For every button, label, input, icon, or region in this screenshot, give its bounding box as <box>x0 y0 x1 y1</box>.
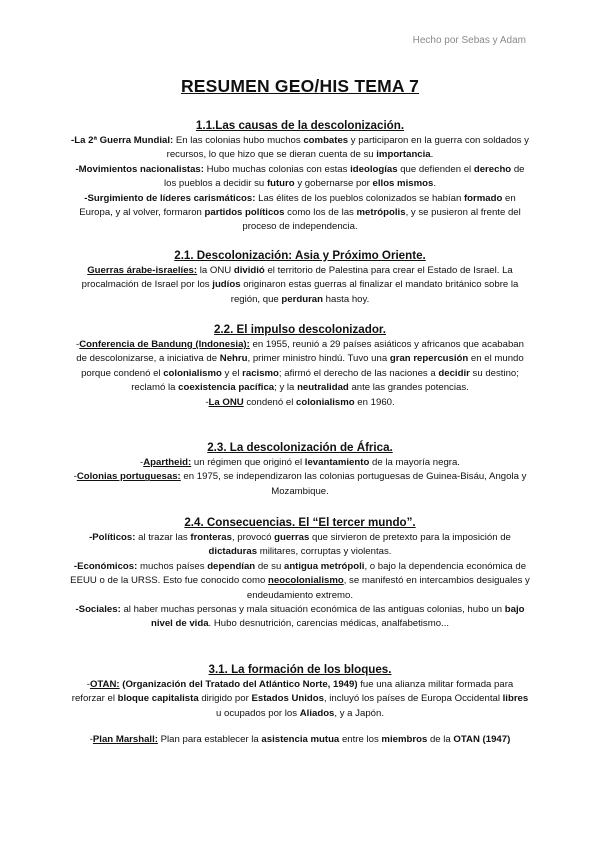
keyword: fronteras <box>190 532 232 543</box>
paragraph-economic <box>70 560 530 603</box>
paragraph-marshall-plan <box>70 733 530 747</box>
keyword: Estados Unidos <box>251 693 324 705</box>
term: Conferencia de Bandung (Indonesia): <box>79 339 250 350</box>
keyword: guerras <box>274 532 310 543</box>
text: como los de las <box>284 207 357 219</box>
text: entre los <box>339 734 382 746</box>
text: que defienden el <box>397 163 474 175</box>
text: la ONU <box>197 265 234 276</box>
text: hasta hoy. <box>323 293 370 305</box>
term: -Políticos: <box>89 532 136 543</box>
text: - <box>73 471 77 483</box>
keyword: dividió <box>233 265 265 276</box>
section-heading: 3.1. La formación de los bloques. <box>208 663 392 676</box>
text: en 1975, se independizaron las colonias portuguesas de Guinea-Bisáu, Angola y Mozambique. <box>180 471 527 497</box>
term: Colonias portuguesas: <box>76 471 181 483</box>
keyword: neocolonialismo <box>268 575 344 587</box>
text: Hubo muchas colonias con estas <box>203 163 351 175</box>
text: . <box>433 178 436 190</box>
section-2-3 <box>70 440 530 499</box>
section-heading: 2.1. Descolonización: Asia y Próximo Oriente. <box>174 249 426 262</box>
text: - <box>86 679 90 690</box>
text: - <box>76 339 80 350</box>
text: - <box>140 457 144 468</box>
section-1-1 <box>70 118 530 235</box>
keyword: miembros <box>381 734 428 746</box>
text: En las colonias hubo muchos <box>173 135 304 146</box>
paragraph-social <box>70 603 530 632</box>
keyword: colonialismo <box>296 396 355 408</box>
term: -La 2ª Guerra Mundial: <box>71 135 174 146</box>
text: un régimen que originó el <box>191 457 305 468</box>
term: La ONU <box>208 396 244 408</box>
keyword: formado <box>463 192 503 204</box>
keyword: libres <box>502 693 529 705</box>
keyword: Aliados <box>299 707 335 719</box>
term: -Movimientos nacionalistas: <box>75 163 204 175</box>
keyword: colonialismo <box>163 367 222 379</box>
text: y gobernarse por <box>294 178 373 190</box>
text: de su <box>255 560 284 572</box>
text: . <box>430 149 434 161</box>
text: ante las grandes potencias. <box>348 382 469 394</box>
paragraph-apartheid <box>70 456 530 470</box>
text: , se manifestó en intercambios desiguales y endeudamiento extremo. <box>246 575 530 601</box>
text: condenó el <box>243 396 296 408</box>
keyword: partidos políticos <box>204 207 285 219</box>
term: -Económicos: <box>73 560 138 572</box>
section-2-2 <box>70 322 530 410</box>
term: -Surgimiento de líderes carismáticos: <box>84 192 256 204</box>
paragraph-nationalism <box>70 163 530 192</box>
text: , o bajo la dependencia económica de EEUU o de la URSS. Esto fue conocido como <box>70 560 527 587</box>
keyword: OTAN <box>453 734 480 746</box>
keyword: asistencia mutua <box>261 734 340 746</box>
keyword: coexistencia pacífica <box>178 382 275 394</box>
document-title: RESUMEN GEO/HIS TEMA 7 <box>180 76 420 96</box>
text: ; y la <box>274 382 298 394</box>
text: de la <box>427 734 454 746</box>
paragraph-political <box>70 531 530 560</box>
text: que sirvieron de pretexto para la imposición de <box>309 532 511 543</box>
text: - <box>89 734 93 746</box>
keyword: Nehru <box>219 353 248 365</box>
keyword: ideologías <box>350 163 398 175</box>
keyword: importancia <box>376 149 431 161</box>
text: en el mundo porque condenó el <box>81 353 524 379</box>
keyword: metrópolis <box>356 207 406 219</box>
text: , y se pusieron al frente del proceso de independencia. <box>242 207 521 233</box>
keyword: derecho <box>473 163 512 175</box>
text: Las élites de los pueblos colonizados se habían <box>255 192 464 204</box>
text: en 1960. <box>354 396 395 408</box>
keyword: (1947) <box>479 734 511 746</box>
section-2-4 <box>70 515 530 632</box>
paragraph-otan <box>70 678 530 721</box>
keyword: combates <box>303 135 349 146</box>
text: fue una alianza militar formada para reforzar el <box>71 679 514 705</box>
text: , primer ministro hindú. Tuvo una <box>247 353 390 365</box>
paragraph-leaders <box>70 192 530 235</box>
text: y el <box>221 367 243 379</box>
author-credit: Hecho por Sebas y Adam <box>412 35 526 46</box>
text: al trazar las <box>135 532 191 543</box>
term: Guerras árabe-israelíes: <box>87 265 198 276</box>
text: , provocó <box>231 532 275 543</box>
term: OTAN: <box>89 679 120 690</box>
keyword: bloque capitalista <box>117 693 199 705</box>
text: en 1955, reunió a 29 países asiáticos y africanos que acababan de descolonizarse, a iniciativa de <box>76 339 524 365</box>
text: militares, corruptas y violentas. <box>257 546 392 558</box>
keyword: decidir <box>438 367 470 379</box>
term: -Sociales: <box>75 604 121 616</box>
text: , incluyó los países de Europa Occidental <box>323 693 503 705</box>
keyword: neutralidad <box>297 382 349 394</box>
text: al haber muchas personas y mala situación económica de las antiguas colonias, hubo un <box>120 604 505 616</box>
text: ; afirmó el derecho de las naciones a <box>278 367 439 379</box>
paragraph-arab-israeli-wars <box>70 264 530 307</box>
keyword: racismo <box>242 367 279 379</box>
paragraph-portuguese-colonies <box>70 470 530 499</box>
paragraph-bandung <box>70 338 530 396</box>
text: y participaron en la guerra con soldados y recursos, lo que hizo que se dieran cuenta de su <box>166 135 529 161</box>
text: el territorio de Palestina para crear el Estado de Israel. La procalmación de Israel por los <box>81 265 513 291</box>
keyword: bajo nivel de vida <box>150 604 525 630</box>
text: de la mayoría negra. <box>369 457 460 468</box>
section-heading: 1.1.Las causas de la descolonización. <box>195 119 405 132</box>
term: Apartheid: <box>143 457 192 468</box>
text: en Europa, y al volver, formaron <box>79 192 516 219</box>
section-heading: 2.4. Consecuencias. El “El tercer mundo”. <box>184 516 416 529</box>
text: . Hubo desnutrición, carencias médicas, analfabetismo... <box>208 618 450 630</box>
section-heading: 2.3. La descolonización de África. <box>207 441 393 454</box>
keyword: futuro <box>266 178 295 190</box>
keyword: perduran <box>281 293 324 305</box>
paragraph-ww2 <box>70 134 530 163</box>
keyword: (Organización del Tratado del Atlántico Norte, 1949) <box>119 679 358 690</box>
text: dirigido por <box>198 693 252 705</box>
term: Plan Marshall: <box>92 734 158 746</box>
section-heading: 2.2. El impulso descolonizador. <box>213 323 386 336</box>
keyword: antigua metrópoli <box>283 560 365 572</box>
keyword: ellos mismos <box>372 178 434 190</box>
text: , y a Japón. <box>334 707 384 719</box>
text: Plan para establecer la <box>157 734 262 746</box>
keyword: dictaduras <box>208 546 258 558</box>
text: u ocupados por los <box>215 707 300 719</box>
keyword: dependían <box>207 560 256 572</box>
text: muchos países <box>137 560 208 572</box>
text: - <box>205 396 209 408</box>
text: de los pueblos a decidir su <box>164 163 525 190</box>
keyword: levantamiento <box>304 457 370 468</box>
paragraph-onu <box>70 396 530 410</box>
text: su destino; reclamó la <box>131 367 519 394</box>
section-2-1 <box>70 248 530 307</box>
section-3-1 <box>70 662 530 748</box>
keyword: gran repercusión <box>389 353 469 365</box>
keyword: judíos <box>212 279 241 291</box>
text: originaron estas guerras al finalizar el mandato británico sobre la región, que <box>230 279 519 305</box>
